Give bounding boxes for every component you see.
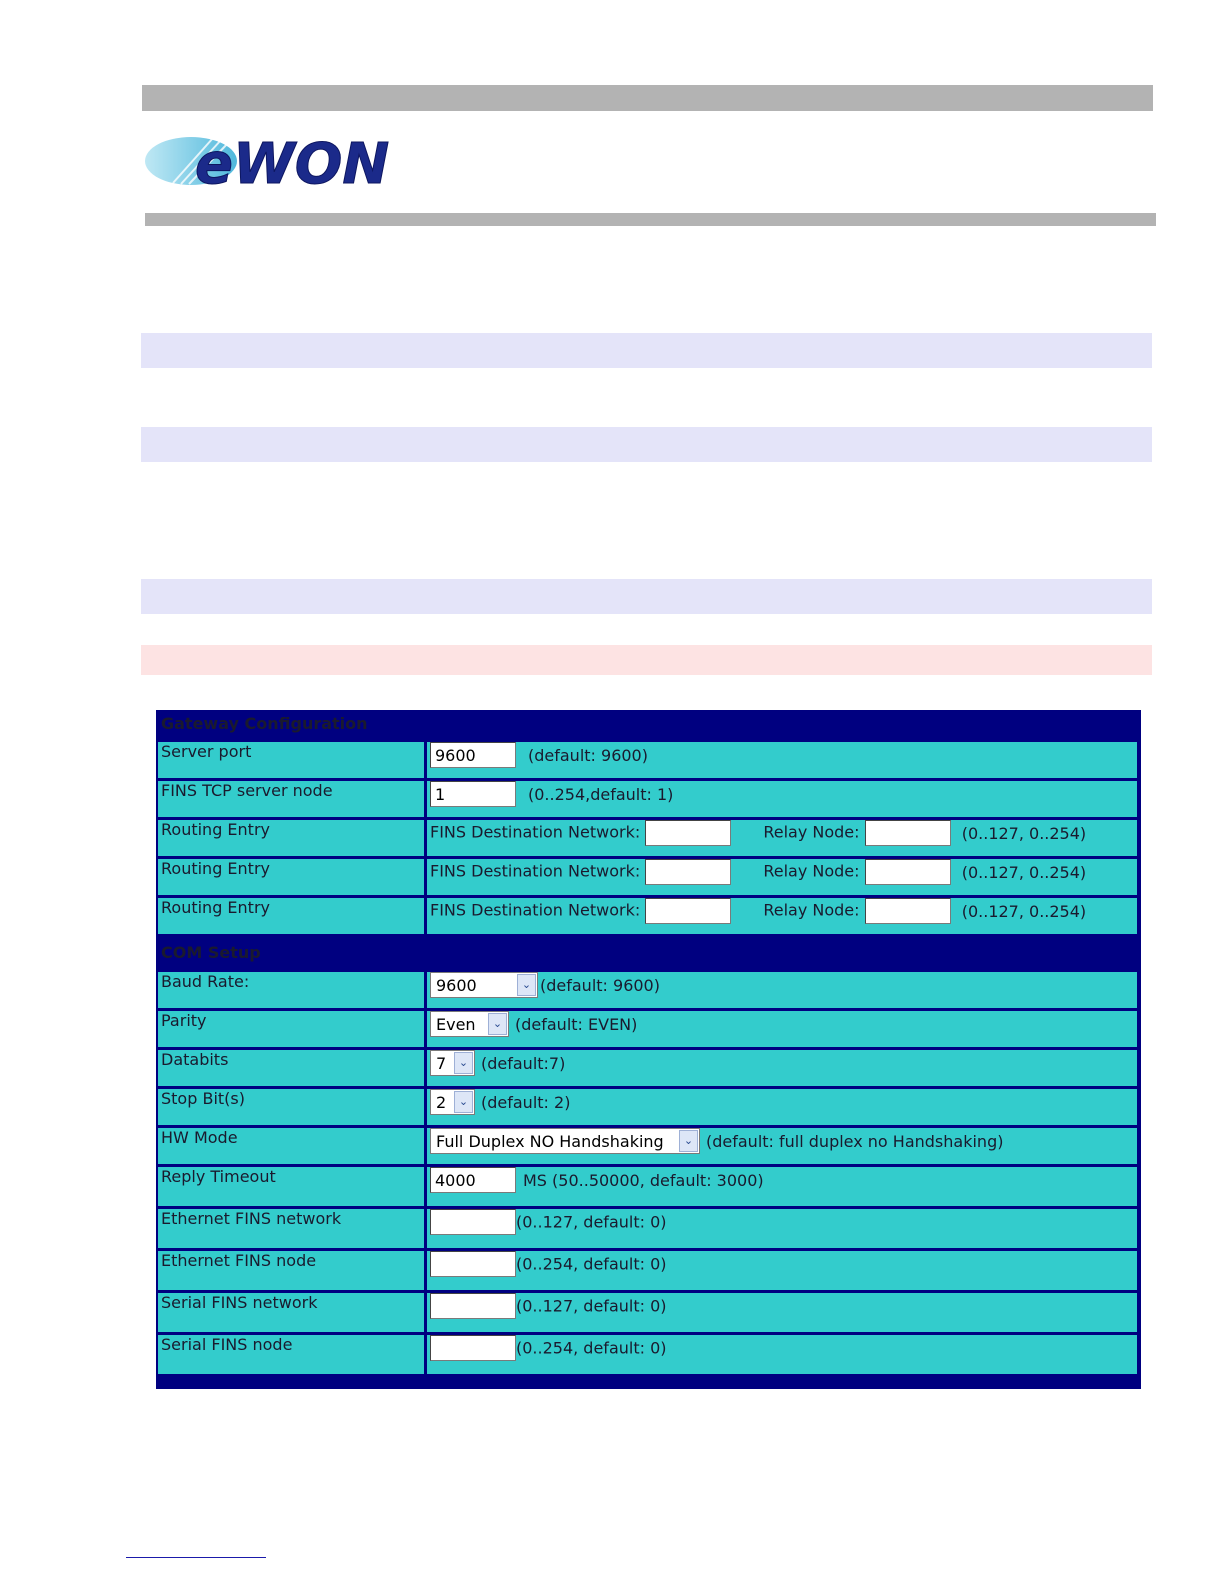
field-label: Ethernet FINS network [158, 1209, 424, 1248]
databits-row [158, 1050, 1137, 1086]
dest-network-label: FINS Destination Network: [430, 822, 641, 842]
field-hint: (0..127, 0..254) [961, 823, 1087, 843]
dest-network-input[interactable] [645, 820, 731, 846]
select-value: Even [436, 1015, 476, 1034]
routing-entry-row [158, 820, 1137, 856]
field-hint: (0..127, 0..254) [961, 862, 1087, 882]
field-label: Ethernet FINS node [158, 1251, 424, 1290]
com-setup-header [158, 937, 1137, 969]
header-gray-bar [142, 85, 1153, 111]
gateway-config-header [158, 714, 1137, 739]
relay-node-label: Relay Node: [763, 861, 860, 881]
gateway-config-screenshot [156, 710, 1141, 1389]
field-hint: (default: 2) [481, 1092, 571, 1112]
field-hint: (default: EVEN) [515, 1014, 638, 1034]
field-hint: (0..127, default: 0) [516, 1212, 667, 1232]
dest-network-label: FINS Destination Network: [430, 900, 641, 920]
select-value: 2 [436, 1093, 447, 1112]
fins-tcp-node-row [158, 781, 1137, 817]
field-hint: (0..127, default: 0) [516, 1296, 667, 1316]
field-label: Routing Entry [158, 859, 424, 895]
section-band [141, 579, 1152, 614]
server-port-input[interactable]: 9600 [430, 742, 516, 768]
field-hint: (0..254, default: 0) [516, 1254, 667, 1274]
fins-tcp-node-input[interactable]: 1 [430, 781, 516, 807]
serial-fins-node-row [158, 1335, 1137, 1374]
ethernet-fins-network-input[interactable] [430, 1209, 516, 1235]
field-label: HW Mode [158, 1128, 424, 1164]
ethernet-fins-node-input[interactable] [430, 1251, 516, 1277]
logo-text: eWON [195, 132, 390, 190]
relay-node-input[interactable] [865, 820, 951, 846]
routing-entry-row [158, 898, 1137, 934]
chevron-down-icon[interactable]: ⌄ [488, 1013, 507, 1035]
field-label: Serial FINS network [158, 1293, 424, 1332]
field-hint: (default: 9600) [540, 975, 660, 995]
field-hint: (default: 9600) [528, 745, 648, 765]
server-port-row [158, 742, 1137, 778]
baud-rate-select[interactable] [430, 972, 538, 998]
chevron-down-icon[interactable]: ⌄ [454, 1052, 473, 1074]
field-label: Stop Bit(s) [158, 1089, 424, 1125]
hw-mode-select[interactable] [430, 1128, 700, 1154]
serial-fins-network-input[interactable] [430, 1293, 516, 1319]
dest-network-label: FINS Destination Network: [430, 861, 641, 881]
ethernet-fins-network-row [158, 1209, 1137, 1248]
hw-mode-row [158, 1128, 1137, 1164]
parity-select[interactable] [430, 1011, 509, 1037]
field-label: Routing Entry [158, 820, 424, 856]
field-label: Reply Timeout [158, 1167, 424, 1206]
serial-fins-network-row [158, 1293, 1137, 1332]
baud-rate-row [158, 972, 1137, 1008]
dest-network-input[interactable] [645, 859, 731, 885]
header-rule [145, 213, 1156, 226]
section-title: Gateway Configuration [158, 714, 1137, 739]
field-label: Server port [158, 742, 424, 778]
field-label: Baud Rate: [158, 972, 424, 1008]
section-title: COM Setup [158, 937, 1137, 969]
relay-node-input[interactable] [865, 898, 951, 924]
routing-entry-row [158, 859, 1137, 895]
field-hint: (default:7) [481, 1053, 566, 1073]
chevron-down-icon[interactable]: ⌄ [454, 1091, 473, 1113]
field-hint: (0..254,default: 1) [528, 784, 674, 804]
field-label: Serial FINS node [158, 1335, 424, 1374]
field-hint: (0..254, default: 0) [516, 1338, 667, 1358]
field-hint: (default: full duplex no Handshaking) [706, 1131, 1004, 1151]
field-label: Databits [158, 1050, 424, 1086]
select-value: 9600 [436, 976, 477, 995]
footer-link-underline[interactable] [126, 1557, 266, 1558]
note-band [141, 645, 1152, 675]
section-band [141, 333, 1152, 368]
field-hint: MS (50..50000, default: 3000) [523, 1170, 764, 1190]
relay-node-label: Relay Node: [763, 822, 860, 842]
reply-timeout-row [158, 1167, 1137, 1206]
field-hint: (0..127, 0..254) [961, 901, 1087, 921]
select-value: 7 [436, 1054, 447, 1073]
serial-fins-node-input[interactable] [430, 1335, 516, 1361]
databits-select[interactable] [430, 1050, 475, 1076]
stopbits-row [158, 1089, 1137, 1125]
config-table [156, 711, 1140, 1377]
ewon-logo [143, 128, 423, 190]
chevron-down-icon[interactable]: ⌄ [679, 1130, 698, 1152]
field-label: Parity [158, 1011, 424, 1047]
stopbits-select[interactable] [430, 1089, 475, 1115]
parity-row [158, 1011, 1137, 1047]
field-label: Routing Entry [158, 898, 424, 934]
reply-timeout-input[interactable]: 4000 [430, 1167, 516, 1193]
select-value: Full Duplex NO Handshaking [436, 1132, 664, 1151]
chevron-down-icon[interactable]: ⌄ [517, 974, 536, 996]
section-band [141, 427, 1152, 462]
field-label: FINS TCP server node [158, 781, 424, 817]
ethernet-fins-node-row [158, 1251, 1137, 1290]
relay-node-label: Relay Node: [763, 900, 860, 920]
relay-node-input[interactable] [865, 859, 951, 885]
dest-network-input[interactable] [645, 898, 731, 924]
